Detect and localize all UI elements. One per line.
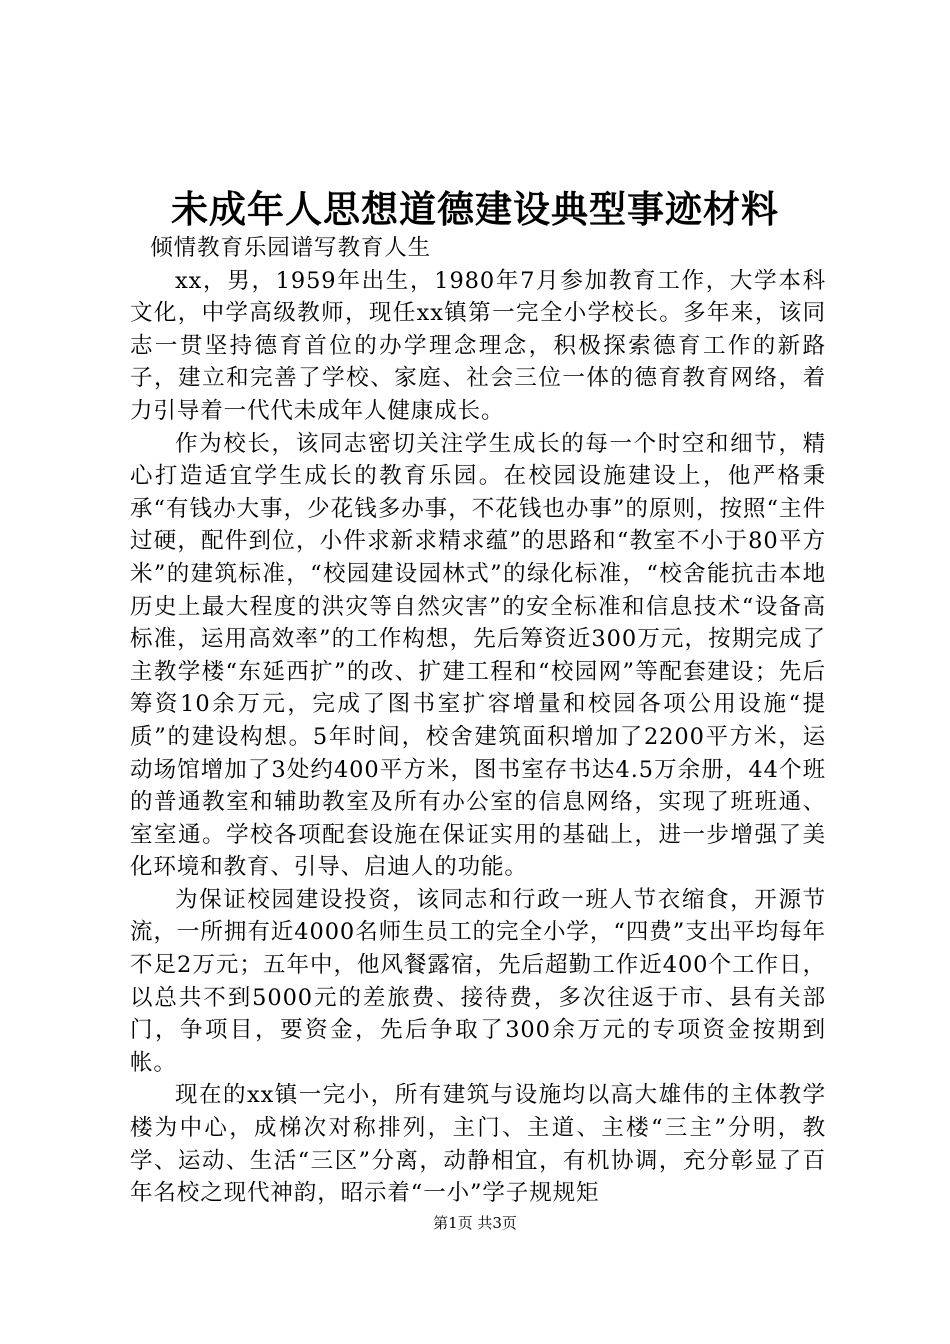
- body-paragraph: 现在的xx镇一完小，所有建筑与设施均以高大雄伟的主体教学楼为中心，成梯次对称排列，主门、主道、主楼“三主”分明，教学、运动、生活“三区”分离，动静相宜，有机协调，充分彰显了百年名校之现代神韵，昭示着“一小”学子规规矩: [130, 1082, 826, 1207]
- body-paragraph: xx，男，1959年出生，1980年7月参加教育工作，大学本科文化，中学高级教师，现任xx镇第一完全小学校长。多年来，该同志一贯坚持德育首位的办学理念理念，积极探索德育工作的新路子，建立和完善了学校、家庭、社会三位一体的德育教育网络，着力引导着一代代未成年人健康成长。: [130, 267, 826, 424]
- document-title: 未成年人思想道德建设典型事迹材料: [171, 187, 779, 231]
- page-number-footer: 第1页 共3页: [433, 1214, 517, 1232]
- document-body: [130, 232, 826, 1210]
- document-subtitle: 倾情教育乐园谱写教育人生: [150, 235, 432, 261]
- body-paragraph: 为保证校园建设投资，该同志和行政一班人节衣缩食，开源节流，一所拥有近4000名师生员工的完全小学，“四费”支出平均每年不足2万元；五年中，他风餐露宿，先后超勤工作近400个工作日，以总共不到5000元的差旅费、接待费，多次往返于市、县有关部门，争项目，要资金，先后争取了300余万元的专项资金按期到帐。: [130, 886, 826, 1076]
- body-paragraph: 作为校长，该同志密切关注学生成长的每一个时空和细节，精心打造适宜学生成长的教育乐园。在校园设施建设上，他严格秉承“有钱办大事，少花钱多办事，不花钱也办事”的原则，按照“主件过硬，配件到位，小件求新求精求蕴”的思路和“教室不小于80平方米”的建筑标准，“校园建设园林式”的绿化标准，“校舍能抗击本地历史上最大程度的洪灾等自然灾害”的安全标准和信息技术“设备高标准，运用高效率”的工作构想，先后筹资近300万元，按期完成了主教学楼“东延西扩”的改、扩建工程和“校园网”等配套建设；先后筹资10余万元，完成了图书室扩容增量和校园各项公用设施“提质”的建设构想。5年时间，校舍建筑面积增加了2200平方米，运动场馆增加了3处约400平方米，图书室存书达4.5万余册，44个班的普通教室和辅助教室及所有办公室的信息网络，实现了班班通、室室通。学校各项配套设施在保证实用的基础上，进一步增强了美化环境和教育、引导、启迪人的功能。: [130, 430, 826, 881]
